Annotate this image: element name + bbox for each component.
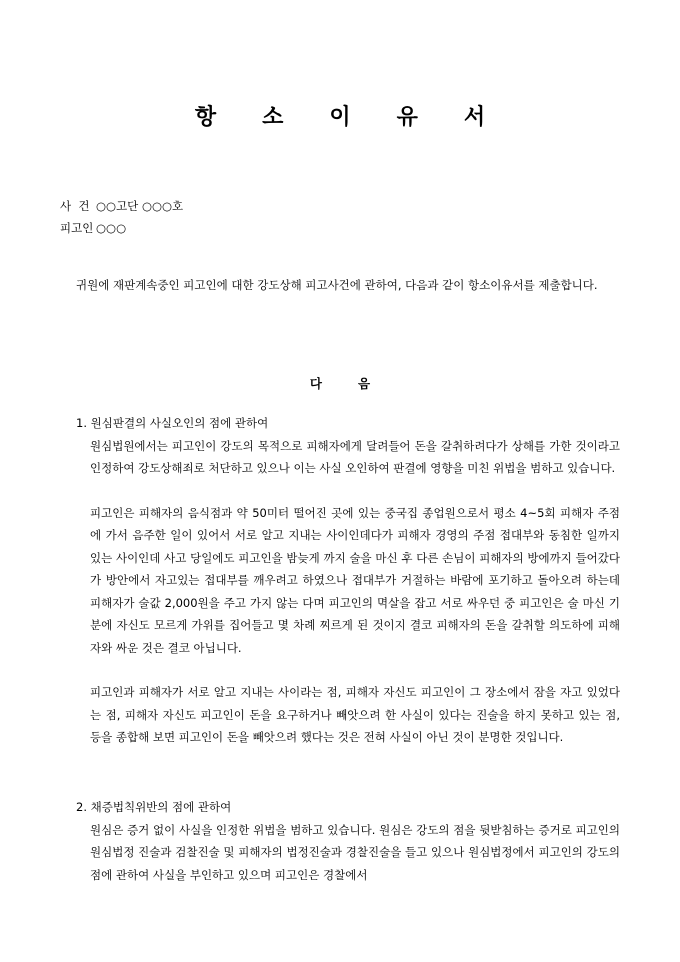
document-title	[0, 100, 680, 131]
heading-char: 음	[358, 376, 371, 391]
section-paragraph: 원심은 증거 없이 사실을 인정한 위법을 범하고 있습니다. 원심은 강도의 점을 뒷받침하는 증거로 피고인의 원심법정 진술과 검찰진술 및 피해자의 법정진술과 경찰진술을 들고 있으나 원심법정에서 피고인의 강도의 점에 관하여 사실을 부인하고 있으며 피고인은 경찰에서	[90, 822, 620, 882]
section-fact-error	[76, 412, 620, 749]
intro-paragraph: 귀원에 재판계속중인 피고인에 대한 강도상해 피고사건에 관하여, 다음과 같이 항소이유서를 제출합니다.	[76, 278, 598, 292]
defendant-row	[60, 217, 183, 239]
case-number: ○○고단 ○○○호	[96, 199, 184, 213]
section-evidence-rule	[76, 796, 620, 886]
heading-char: 다	[309, 376, 322, 391]
section-title: 1. 원심판결의 사실오인의 점에 관하여	[76, 416, 269, 430]
title-char: 서	[463, 104, 486, 130]
title-char: 유	[396, 104, 418, 130]
section-paragraph: 원심법원에서는 피고인이 강도의 목적으로 피해자에게 달려들어 돈을 갈취하려다가 상해를 가한 것이라고 인정하여 강도상해죄로 처단하고 있으나 이는 사실 오인하여 판결에 영향을 미친 위법을 범하고 있습니다.	[90, 438, 620, 475]
section-paragraph: 피고인과 피해자가 서로 알고 지내는 사이라는 점, 피해자 자신도 피고인이 그 장소에서 잠을 자고 있었다는 점, 피해자 자신도 피고인이 돈을 요구하거나 빼앗으려 한 사실이 있다는 진술을 하지 못하고 있는 점, 등을 종합해 보면 피고인이 돈을 빼앗으려 했다는 것은 전혀 사실이 아닌 것이 분명한 것입니다.	[90, 685, 620, 744]
case-info	[60, 195, 183, 239]
defendant-name: ○○○	[96, 221, 127, 235]
section-paragraph: 피고인은 피해자의 음식점과 약 50미터 떨어진 곳에 있는 중국집 종업원으로서 평소 4~5회 피해자 주점에 가서 음주한 일이 있어서 서로 알고 지내는 사이인데다가 피해자 경영의 주점 접대부와 동침한 일까지 있는 사이인데 사고 당일에도 피고인을 밤늦게 까지 술을 마신 후 다른 손님이 피해자의 방에까지 들어갔다가 방안에서 자고있는 접대부를 깨우려고 하였으나 접대부가 거절하는 바람에 포기하고 돌아오려 하는데 피해자가 술값 2,000원을 주고 가지 않는 다며 피고인의 멱살을 잡고 서로 싸우던 중 피고인은 술 마신 기분에 자신도 모르게 가위를 집어들고 몇 차례 찌르게 된 것이지 결코 피해자의 돈을 갈취할 의도하에 피해자와 싸운 것은 결코 아닙니다.	[90, 505, 621, 655]
section-title: 2. 채증법칙위반의 점에 관하여	[76, 800, 232, 814]
title-char: 이	[329, 104, 351, 130]
section-heading	[0, 374, 680, 392]
case-row	[60, 195, 183, 217]
title-char: 항	[194, 104, 217, 130]
title-char: 소	[262, 104, 284, 130]
case-label: 사 건	[60, 199, 90, 213]
defendant-label: 피고인	[60, 221, 94, 235]
